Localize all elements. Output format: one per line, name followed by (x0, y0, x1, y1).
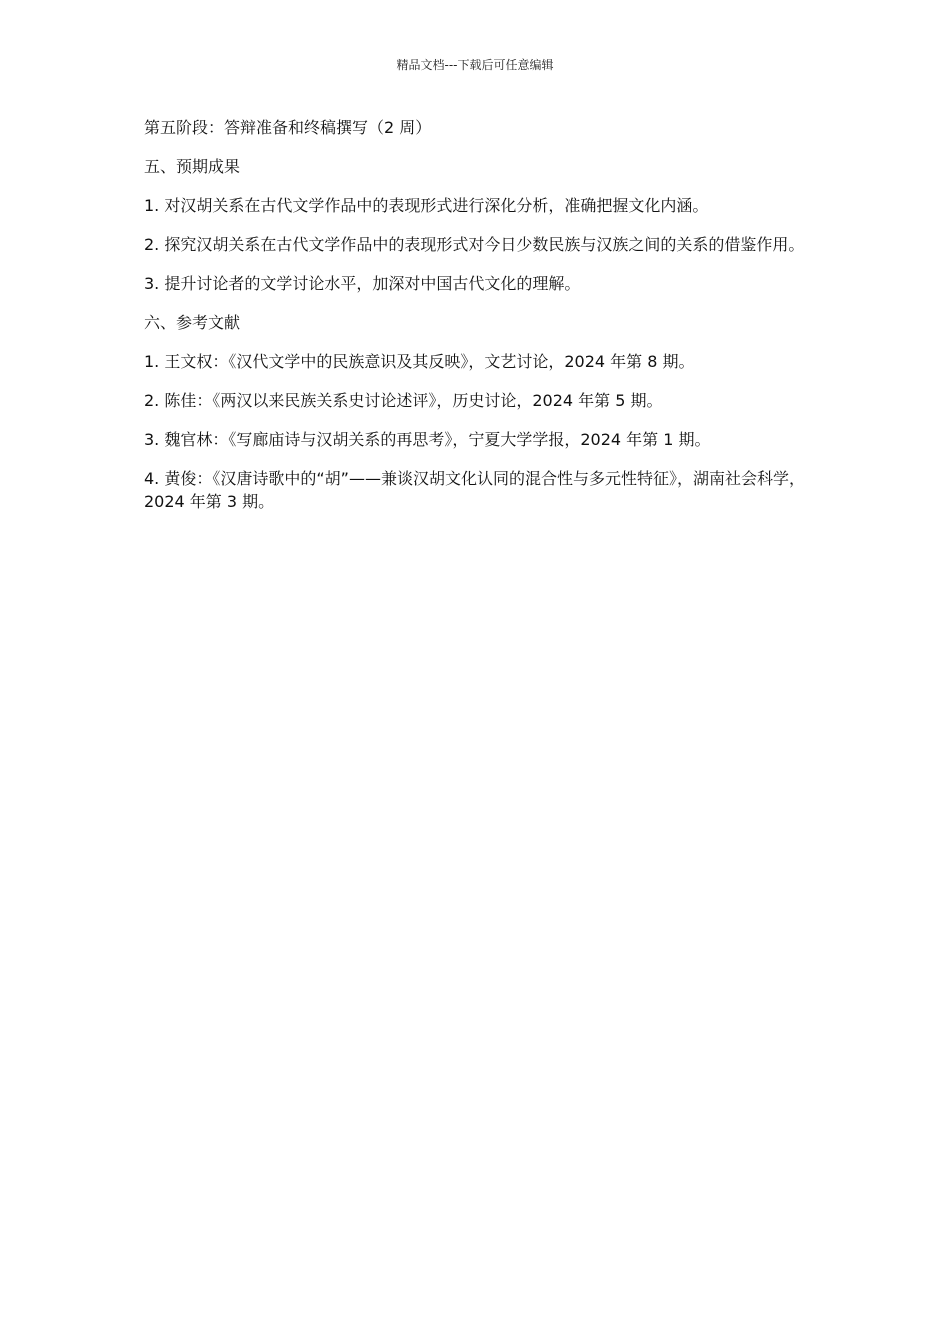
list-item-text: 王文权：《汉代文学中的民族意识及其反映》，文艺讨论，2024 年第 8 期。 (164, 352, 695, 371)
list-item-text: 陈佳：《两汉以来民族关系史讨论述评》，历史讨论，2024 年第 5 期。 (164, 391, 663, 410)
reference-item (144, 389, 806, 412)
expected-result-item (144, 233, 806, 256)
list-item-text: 对汉胡关系在古代文学作品中的表现形式进行深化分析，准确把握文化内涵。 (164, 196, 709, 215)
list-item-number: 1. (144, 352, 160, 371)
list-item-text: 黄俊：《汉唐诗歌中的“胡”——兼谈汉胡文化认同的混合性与多元性特征》，湖南社会科学，2024 年第 3 期。 (144, 469, 805, 511)
expected-result-item (144, 272, 806, 295)
reference-item (144, 350, 806, 373)
reference-item (144, 428, 806, 451)
list-item-number: 1. (144, 196, 160, 215)
list-item-number: 3. (144, 430, 160, 449)
list-item-number: 2. (144, 391, 160, 410)
section-heading-references: 六、参考文献 (144, 313, 241, 332)
list-item-text: 提升讨论者的文学讨论水平，加深对中国古代文化的理解。 (164, 274, 581, 293)
list-item-text: 探究汉胡关系在古代文学作品中的表现形式对今日少数民族与汉族之间的关系的借鉴作用。 (164, 235, 805, 254)
page-header: 精品文档---下载后可任意编辑 (396, 58, 554, 72)
list-item-number: 3. (144, 274, 160, 293)
reference-item (144, 467, 806, 513)
section-heading-expected-results: 五、预期成果 (144, 157, 241, 176)
document-body (144, 116, 806, 529)
list-item-number: 2. (144, 235, 160, 254)
list-item-number: 4. (144, 469, 160, 488)
phase-five-line: 第五阶段：答辩准备和终稿撰写（2 周） (144, 118, 432, 137)
list-item-text: 魏官林：《写廊庙诗与汉胡关系的再思考》，宁夏大学学报，2024 年第 1 期。 (164, 430, 711, 449)
expected-result-item (144, 194, 806, 217)
